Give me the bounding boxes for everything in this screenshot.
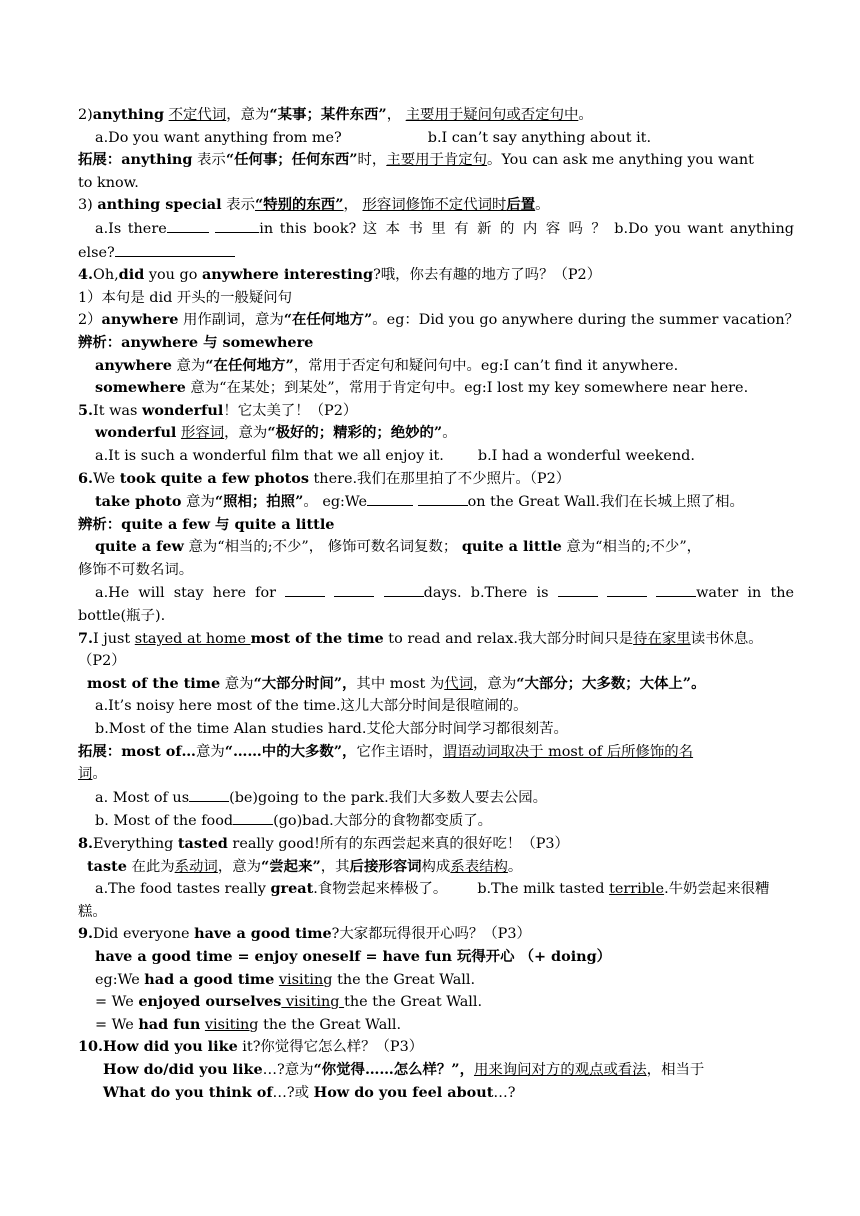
underlined-text: 待在家里 — [633, 630, 691, 647]
text-line — [78, 127, 794, 150]
text-run: b.I had a wonderful weekend. — [477, 447, 695, 464]
text-run: a. Most of us — [95, 789, 190, 806]
bold-text: tasted — [177, 835, 228, 852]
text-run: b. Most of the food — [95, 813, 234, 830]
text-run: ?哦，你去有趣的地方了吗？（P2） — [373, 267, 602, 284]
bold-text: “特别的东西” — [254, 196, 344, 214]
text-line — [78, 194, 794, 217]
text-run: 构成 — [421, 858, 451, 875]
text-line — [78, 264, 794, 287]
text-run: 意为“相当的;不少”， — [561, 539, 702, 556]
underlined-text: 谓语动词取决于 most of 后所修饰的名 — [442, 743, 694, 760]
text-run: (go)bad.大部分的食物都变质了。 — [273, 813, 493, 830]
text-run: the the Great Wall. — [258, 1016, 402, 1033]
text-run: eg:We — [95, 971, 145, 988]
text-run: b.Most of the time Alan studies hard.艾伦大部分时间学习都很刻苦。 — [95, 721, 568, 738]
text-run: ， — [343, 197, 363, 214]
text-line — [78, 923, 794, 946]
text-line — [78, 786, 794, 810]
fill-in-blank — [167, 217, 209, 233]
fill-in-blank — [607, 581, 647, 597]
fill-in-blank — [656, 581, 696, 597]
fill-in-blank — [367, 490, 413, 506]
text-line — [78, 400, 794, 423]
fill-in-blank — [418, 490, 468, 506]
bold-text: had fun — [138, 1015, 201, 1033]
fill-in-blank — [384, 581, 424, 597]
underlined-text: visiting — [204, 1016, 259, 1033]
text-line — [78, 695, 794, 718]
fill-in-blank — [115, 241, 235, 257]
text-run: 时， — [357, 152, 387, 169]
text-run: 它作主语时， — [356, 743, 443, 760]
text-run: 。 — [507, 858, 523, 875]
text-run: on the Great Wall.我们在长城上照了相。 — [467, 494, 744, 511]
text-run — [325, 585, 334, 601]
text-line — [78, 856, 794, 879]
text-line — [78, 718, 794, 741]
bold-text: taste — [87, 857, 127, 875]
bold-text: wonderful — [95, 424, 177, 442]
bold-text: anywhere interesting — [201, 266, 374, 284]
text-line — [78, 1036, 794, 1059]
text-run: else? — [78, 244, 115, 261]
underlined-text: 用来询问对方的观点或看法 — [473, 1061, 647, 1078]
fill-in-blank — [334, 581, 374, 597]
text-run: to read and relax.我大部分时间只是 — [383, 630, 634, 647]
fill-in-blank — [285, 581, 325, 597]
bold-text: most of the time — [87, 674, 221, 692]
bold-text: most of the time — [250, 629, 384, 647]
text-run: …? — [493, 1084, 516, 1101]
text-line — [78, 946, 794, 969]
text-run: 意为“在某处；到某处”，常用于肯定句中。eg:I lost my key somewhere near here. — [185, 380, 749, 397]
underlined-text: 主要用于肯定句 — [386, 152, 488, 169]
text-line — [78, 536, 794, 559]
bold-text: “……中的大多数”， — [224, 742, 357, 760]
text-run: water in the — [696, 585, 795, 602]
text-run: 用作副词，意为 — [178, 312, 284, 329]
text-run: 其中 most 为 — [356, 675, 445, 692]
text-run: in this book? 这 本 书 里 有 新 的 内 容 吗 ？ b.Do you want anything — [259, 220, 794, 237]
underlined-text: terrible — [609, 881, 665, 898]
text-line — [78, 1014, 794, 1037]
text-run — [647, 585, 656, 601]
bold-text: 9. — [78, 925, 94, 943]
text-run: （P2） — [78, 653, 126, 670]
text-run: 。You can ask me anything you want — [487, 152, 754, 169]
bold-text: 辨析：quite a few 与 quite a little — [78, 515, 335, 533]
text-line — [78, 490, 794, 514]
text-run: …?意为 — [262, 1061, 314, 1078]
bold-text: took quite a few photos — [119, 469, 309, 487]
text-run: a.He will stay here for — [95, 585, 286, 602]
text-run: to know. — [78, 174, 139, 191]
bold-text: “你觉得……怎么样？”， — [313, 1060, 474, 1078]
text-line — [78, 809, 794, 833]
bold-text: anywhere — [95, 356, 172, 374]
text-line — [78, 241, 794, 265]
text-run: ， — [386, 107, 406, 123]
bold-text: have a good time = enjoy oneself = have fun 玩得开心 （+ doing） — [95, 947, 612, 965]
text-line — [78, 422, 794, 445]
bold-text: 拓展： — [78, 151, 122, 169]
text-run: 表示 — [221, 197, 255, 214]
text-line — [78, 287, 794, 310]
bold-text: “大部分；大多数；大体上”。 — [516, 674, 706, 692]
bold-text: anything — [92, 106, 165, 123]
text-run: days. b.There is — [423, 585, 558, 602]
text-run: It was — [93, 402, 142, 419]
bold-text: have a good time — [194, 925, 332, 943]
text-run: ！它太美了！（P2） — [223, 402, 358, 419]
text-run: ，相当于 — [646, 1061, 705, 1078]
text-line — [78, 309, 799, 332]
text-run: b.The milk tasted — [477, 881, 610, 898]
bold-text: wonderful — [141, 401, 224, 419]
text-line — [78, 217, 794, 241]
underlined-text: 代词 — [444, 675, 474, 692]
underlined-text: 词 — [78, 766, 93, 783]
text-run: ，意为 — [226, 107, 270, 123]
bold-text: most of… — [121, 742, 196, 760]
text-run: 修饰不可数名词。 — [78, 561, 194, 578]
underlined-text: 形容词修饰不定代词时 — [362, 197, 507, 214]
underlined-text: 形容词 — [180, 425, 225, 442]
text-run: a.The food tastes really — [95, 881, 271, 898]
text-run: 在此为 — [126, 858, 175, 875]
text-line — [78, 901, 794, 924]
text-run: you go — [144, 267, 202, 284]
bold-text: 后置 — [506, 196, 536, 214]
text-line — [78, 355, 794, 378]
bold-text: 拓展： — [78, 742, 122, 760]
bold-text: 7. — [78, 629, 94, 647]
text-line — [78, 628, 794, 651]
text-line — [78, 104, 794, 127]
text-line — [78, 969, 794, 992]
bold-text: “在任何地方” — [283, 311, 373, 329]
bold-text: anywhere — [101, 311, 179, 329]
text-run: (be)going to the park.我们大多数人要去公园。 — [229, 789, 548, 806]
text-line — [78, 559, 794, 582]
text-line — [78, 581, 794, 605]
text-line — [78, 833, 794, 856]
bold-text: anthing special — [97, 196, 222, 214]
text-line — [78, 741, 794, 764]
fill-in-blank — [558, 581, 598, 597]
text-run: there.我们在那里拍了不少照片。（P2） — [308, 470, 571, 487]
text-run: 1）本句是 did 开头的一般疑问句 — [78, 289, 293, 306]
text-run: = We — [95, 1016, 139, 1033]
text-run: the the Great Wall. — [332, 971, 476, 988]
text-run: 意为 — [195, 743, 225, 760]
bold-text: 6. — [78, 469, 94, 487]
text-run: Everything — [93, 836, 178, 852]
text-run: bottle(瓶子). — [78, 608, 166, 625]
bold-text: 10.How did you like — [78, 1038, 238, 1056]
bold-text: anything — [121, 151, 193, 169]
underlined-text: visiting — [281, 994, 345, 1011]
fill-in-blank — [233, 809, 273, 825]
underlined-text: visiting — [278, 971, 333, 988]
text-line — [78, 1082, 794, 1105]
bold-text: somewhere — [95, 379, 186, 397]
text-line — [78, 991, 794, 1014]
text-line — [78, 673, 794, 696]
bold-text: “任何事；任何东西” — [225, 151, 358, 169]
text-run: 。eg：Did you go anywhere during the summer vacation？ — [372, 312, 799, 329]
underlined-text: stayed at home — [134, 630, 251, 647]
bold-text: 后接形容词 — [349, 857, 422, 875]
text-run: 。 eg:We — [303, 494, 368, 511]
bold-text: “大部分时间”， — [253, 674, 357, 692]
text-run: the the Great Wall. — [344, 994, 483, 1011]
text-run: a.Do you want anything from me? — [95, 129, 342, 146]
bold-text: What do you think of — [103, 1083, 273, 1101]
document-page — [78, 104, 799, 1104]
text-line — [78, 172, 794, 195]
text-run: a.It is such a wonderful film that we all enjoy it. — [95, 447, 444, 464]
bold-text: had a good time — [144, 970, 275, 988]
text-run: Did everyone — [93, 926, 195, 943]
text-line — [78, 445, 794, 468]
text-run: 。 — [578, 107, 593, 123]
bold-text: “照相；拍照” — [214, 493, 304, 511]
text-run: it?你觉得它怎么样？（P3） — [237, 1039, 424, 1056]
text-run: Oh, — [93, 267, 119, 284]
text-run: 读书休息。 — [690, 630, 763, 647]
text-run: …?或 — [272, 1084, 314, 1101]
text-line — [78, 332, 794, 355]
text-line — [78, 468, 794, 491]
text-run: ，意为 — [473, 675, 517, 692]
text-run: .食物尝起来棒极了。 — [313, 881, 448, 898]
text-run — [374, 585, 383, 601]
text-line — [78, 763, 794, 786]
text-run: 。 — [535, 197, 550, 214]
underlined-text: 主要用于疑问句或否定句中 — [405, 107, 579, 123]
text-line — [78, 377, 794, 400]
bold-text: How do/did you like — [103, 1060, 263, 1078]
bold-text: “极好的；精彩的；绝妙的” — [267, 424, 443, 442]
fill-in-blank — [215, 217, 259, 233]
text-run: a.Is there — [95, 220, 167, 237]
text-run: 2） — [78, 312, 102, 329]
bold-text: “尝起来” — [261, 857, 321, 875]
bold-text: “在任何地方” — [205, 356, 294, 374]
text-line — [78, 149, 794, 172]
text-run: 表示 — [192, 152, 226, 169]
text-run: 。 — [92, 766, 107, 783]
text-line — [78, 514, 794, 537]
underlined-text: 不定代词 — [168, 107, 227, 123]
text-run: 2) — [78, 107, 93, 123]
underlined-text: 系表结构 — [450, 858, 508, 875]
bold-text: quite a few — [95, 538, 184, 556]
bold-text: 8. — [78, 835, 94, 852]
text-run: really good!所有的东西尝起来真的很好吃！（P3） — [227, 836, 569, 852]
text-run: = We — [95, 994, 139, 1011]
text-run: I just — [93, 630, 135, 647]
bold-text: enjoyed ourselves — [138, 993, 282, 1011]
bold-text: “某事；某件东西” — [269, 106, 387, 123]
bold-text: 5. — [78, 401, 94, 419]
text-run: b.I can’t say anything about it. — [427, 129, 652, 146]
bold-text: take photo — [95, 493, 182, 511]
text-run: ，意为 — [224, 425, 268, 442]
text-line — [78, 878, 794, 901]
text-run: a.It’s noisy here most of the time.这儿大部分时间是很喧闹的。 — [95, 698, 528, 715]
text-run: ，常用于否定句和疑问句中。eg:I can’t find it anywhere. — [293, 357, 679, 374]
text-run — [598, 585, 607, 601]
bold-text: 4. — [78, 266, 94, 284]
text-run: 意为“相当的;不少”， 修饰可数名词复数； — [183, 539, 462, 556]
text-run: ，其 — [320, 858, 350, 875]
text-run: 意为 — [181, 494, 215, 511]
text-run: 。 — [442, 425, 457, 442]
text-run: ?大家都玩得很开心吗？（P3） — [331, 926, 531, 943]
text-run: .牛奶尝起来很糟 — [664, 881, 770, 898]
text-line — [78, 650, 794, 673]
text-line — [78, 605, 794, 628]
bold-text: How do you feel about — [313, 1083, 494, 1101]
text-run: 意为 — [171, 357, 206, 374]
text-run: 意为 — [220, 675, 254, 692]
text-run: 3) — [78, 197, 98, 214]
text-line — [78, 1059, 794, 1082]
bold-text: great — [270, 880, 314, 898]
text-run: 糕。 — [78, 903, 107, 920]
text-run: ，意为 — [217, 858, 262, 875]
bold-text: did — [118, 266, 145, 284]
underlined-text: 系动词 — [174, 858, 218, 875]
fill-in-blank — [189, 786, 229, 802]
bold-text: 辨析：anywhere 与 somewhere — [78, 333, 314, 351]
text-run: We — [93, 470, 120, 487]
bold-text: quite a little — [461, 538, 562, 556]
